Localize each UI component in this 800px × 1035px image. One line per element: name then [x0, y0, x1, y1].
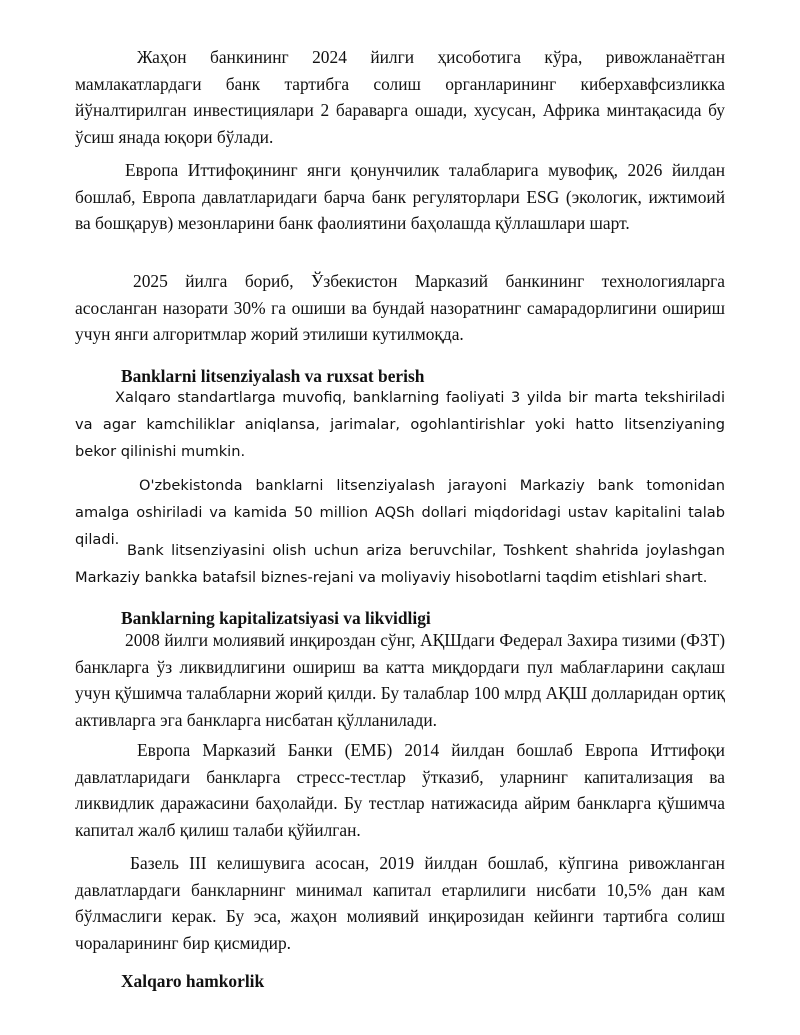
paragraph-license-application-requirements: Bank litsenziyasini olish uchun ariza beruvchilar, Toshkent shahrida joylashgan Markaziy bankka batafsil biznes-rejani va moliyaviy hisobotlarni taqdim etishlari shart. [75, 542, 725, 586]
paragraph-uzbekistan-central-bank-supervision: 2025 йилга бориб, Ўзбекистон Марказий банкининг технологияларга асосланган назорати 30% га ошиши ва бундай назоратнинг самарадорлигини ошириш учун янги алгоритмлар жорий этилиши кутилмоқда. [75, 271, 725, 344]
paragraph-international-standards-inspection: Xalqaro standartlarga muvofiq, banklarning faoliyati 3 yilda bir marta tekshiriladi va agar kamchiliklar aniqlansa, jarimalar, ogohlantirishlar yoki hatto litsenziyaning bekor qilinishi mumkin. [75, 389, 725, 460]
paragraph-basel-iii-capital-ratio: Базель III келишувига асосан, 2019 йилдан бошлаб, кўпгина ривожланган давлатлардаги банкларнинг минимал капитал етарлилиги нисбати 10,5% дан кам бўлмаслиги керак. Бу эса, жаҳон молиявий инқирозидан кейинги тартибга солиш чораларининг бир қисмидир. [75, 853, 725, 953]
heading-capitalization-and-liquidity: Banklarning kapitalizatsiyasi va likvidligi [121, 608, 431, 628]
paragraph-uzbekistan-licensing-process: O'zbekistonda banklarni litsenziyalash jarayoni Markaziy bank tomonidan amalga oshiriladi va kamida 50 million AQSh dollari miqdoridagi ustav kapitalini talab qiladi. [75, 477, 725, 548]
paragraph-us-federal-reserve-requirements: 2008 йилги молиявий инқироздан сўнг, АҚШдаги Федерал Захира тизими (ФЗТ) банкларга ўз ликвидлигини ошириш ва катта миқдордаги пул маблағларини сақлаш учун қўшимча талабларни жорий қилди. Бу талаблар 100 млрд АҚШ долларидан ортиқ активларга эга банкларга нисбатан қўлланилади. [75, 630, 725, 730]
paragraph-world-bank-report: Жаҳон банкининг 2024 йилги ҳисоботига кўра, ривожланаётган мамлакатлардаги банк тартибга солиш органларининг киберхавфсизликка йўналтирилган инвестициялари 2 бараварга ошади, хусусан, Африка минтақасида бу ўсиш янада юқори бўлади. [75, 47, 725, 147]
heading-licensing-and-permits: Banklarni litsenziyalash va ruxsat berish [121, 366, 425, 386]
paragraph-eu-esg-requirements: Европа Иттифоқининг янги қонунчилик талабларига мувофиқ, 2026 йилдан бошлаб, Европа давлатларидаги барча банк регуляторлари ESG (экологик, ижтимоий ва бошқарув) мезонларини банк фаолиятини баҳолашда қўллашлари шарт. [75, 160, 725, 233]
heading-international-cooperation: Xalqaro hamkorlik [121, 971, 265, 991]
paragraph-ecb-stress-tests: Европа Марказий Банки (ЕМБ) 2014 йилдан бошлаб Европа Иттифоқи давлатларидаги банкларга стресс-тестлар ўтказиб, уларнинг капитализация ва ликвидлик даражасини баҳолайди. Бу тестлар натижасида айрим банкларга қўшимча капитал жалб қилиш талаби қўйилган. [75, 740, 725, 840]
